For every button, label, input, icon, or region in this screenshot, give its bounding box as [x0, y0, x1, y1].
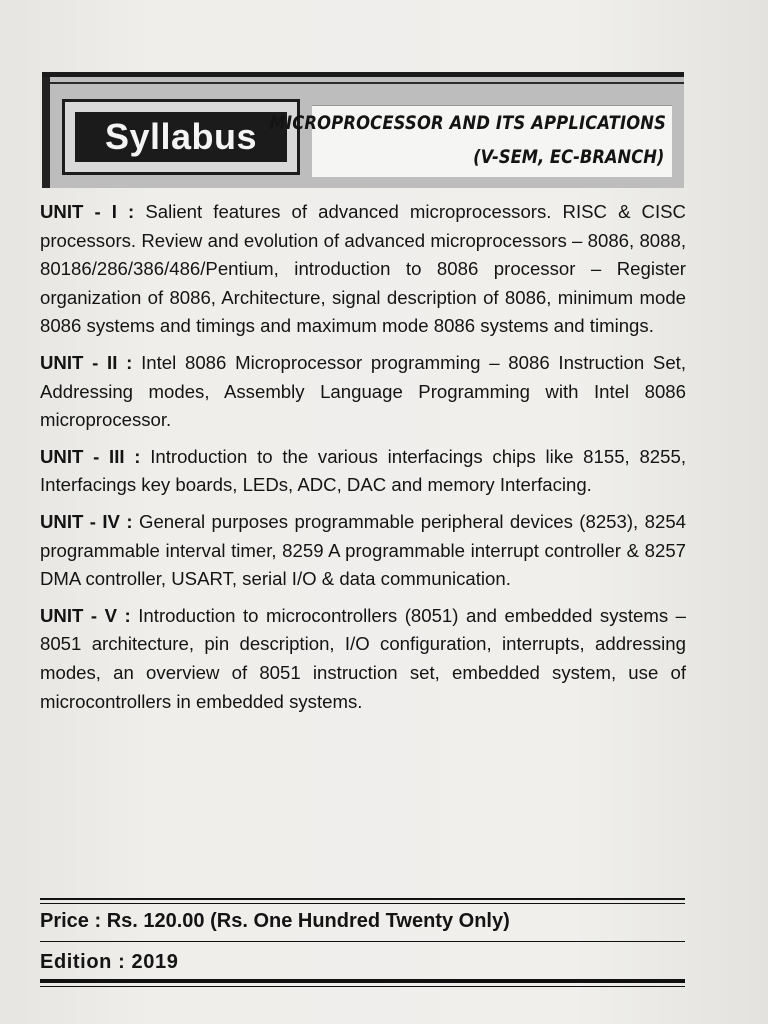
unit-text: Intel 8086 Microprocessor programming – 8086 Instruction Set, Addressing modes, Assembly Language Programming with Intel 8086 microprocessor. — [40, 351, 687, 431]
footer-rule-top-thin — [40, 903, 685, 904]
unit-3 — [40, 443, 686, 500]
syllabus-badge-label: Syllabus — [104, 116, 258, 157]
footer-rule-top — [40, 898, 685, 900]
unit-5 — [40, 602, 686, 716]
price-line: Price : Rs. 120.00 (Rs. One Hundred Twenty Only) — [40, 910, 510, 932]
unit-4 — [40, 508, 686, 594]
footer-rule-middle — [40, 941, 685, 942]
footer-rule-bottom-thin — [40, 986, 685, 987]
unit-label: UNIT - IV : — [40, 510, 133, 532]
header-rule — [42, 82, 684, 84]
footer-rule-bottom — [40, 979, 685, 983]
unit-text: Salient features of advanced microprocessors. RISC & CISC processors. Review and evolution of advanced microprocessors – 8086, 8088, 80186/286/386/486/Pentium, introduction to 8086 processor – Register organization of 8086, Architecture, signal description of 8086, minimum mode 8086 systems and timings and maximum mode 8086 systems and timings. — [40, 201, 686, 337]
course-title-box — [269, 105, 672, 177]
unit-text: Introduction to microcontrollers (8051) and embedded systems – 8051 architecture, pin description, I/O configuration, interrupts, addressing modes, an overview of 8051 instruction set, embedded system, use of microcontrollers in embedded systems. — [40, 604, 686, 712]
unit-label: UNIT - V : — [40, 604, 131, 626]
unit-label: UNIT - I : — [40, 201, 135, 222]
syllabus-badge — [62, 99, 300, 175]
unit-label: UNIT - III : — [40, 445, 141, 467]
edition-line: Edition : 2019 — [40, 951, 179, 973]
unit-text: General purposes programmable peripheral devices (8253), 8254 programmable interval timer, 8259 A programmable interrupt controller & 8257 DMA controller, USART, serial I/O & data communication. — [40, 510, 686, 590]
unit-1 — [40, 198, 686, 341]
course-title: MICROPROCESSOR AND ITS APPLICATIONS — [269, 112, 666, 134]
course-subtitle: (V-SEM, EC-BRANCH) — [472, 146, 664, 168]
syllabus-content — [40, 198, 686, 724]
unit-text: Introduction to the various interfacings chips like 8155, 8255, Interfacings key boards, LEDs, ADC, DAC and memory Interfacing. — [40, 445, 686, 496]
unit-2 — [40, 349, 686, 435]
syllabus-header — [42, 72, 684, 188]
unit-label: UNIT - II : — [40, 351, 133, 373]
header-left-bar — [42, 77, 50, 188]
